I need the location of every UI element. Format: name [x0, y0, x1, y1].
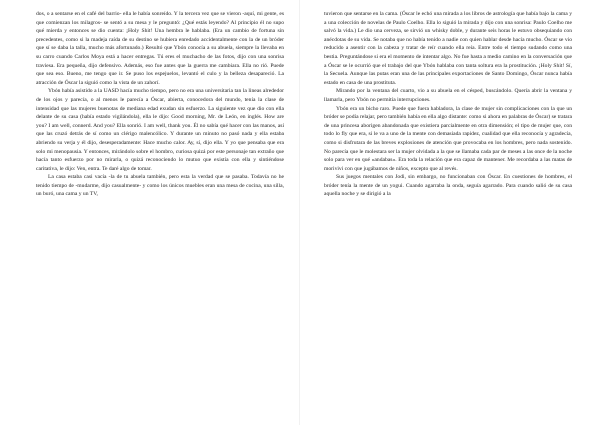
left-paragraph-3: La casa estaba casi vacía -la de tu abuela también, pero esta la verdad que se pasaba. Todavía no he tenido tiempo de -mudarme, dijo casualmente- y como los únicos muebles eran una mesa de cocina, una silla, un buró, una cama y un TV,: [36, 174, 284, 198]
left-paragraph-1: dos, o a sentarse en el café del barrio- ella le había sonreído. Y la tercera vez que se vieron -aquí, mi gente, es que comienzan los milagros- se sentó a su mesa y le preguntó: ¿Qué estás leyendo? Al principio él no supo qué mierda y entonces se dio cuenta: ¡Holy Shit! Una hembra le hablaba. (Era un cambio de fortuna sin precedentes, como si la madeja raída de su destino se hubiera enredado accidentalmente con la de un bróder que sí se daba la talla, mucho más afortunado.) Resultó que Ybón conocía a su abuela, siempre la llevaba en su carro cuando Carlos Moya está a hacer entregas. Tú eres el muchacho de las fotos, dijo con una sonrisa traviesa. Era pequeña, dijo defensivo. Además, eso fue antes que la guerra me cambiara. Ella no rió. Puede que sea eso. Bueno, me tengo que ir. Se puso los espejuelos, levantó el culo y la belleza desapareció. La atracción de Óscar la siguió como la vista de un zahorí.: [36, 11, 284, 86]
left-page: [36, 10, 284, 199]
left-paragraph-2: Ybón había asistido a la UASD hacía mucho tiempo, pero no era una universitaria tan la lineas alrededor de los ojos y parecía, o al menos le parecía a Óscar, abierta, conocedora del mundo, tenía la clase de intensidad que las mujeres buenotas de mediana edad exudan sin esfuerzo. La siguiente vez que dio con ella delante de su casa (había estado vigilándola), ella le dijo: Good morning, Mr. de León, en inglés. How are you? I am well, connerd. And you? Ella sonrió. I am well, thank you. Él no sabía qué hacer con las manos, así que las cruzó detrás de sí como un clérigo malencólico. Y durante un minuto no pasó nada y ella estaba abriendo su verja y él dijo, desesperadamente: Hace mucho calor. Ay, sí, dijo ella. Y yo que pensaba que era solo mi menopausia. Y entonces, mirándolo sobre el hombro, curiosa quizá por este personaje tan extraño que hacía tanto esfuerzo por no mirarla, o quizá reconociendo lo mutuo que existía con ella y sintiéndose caritativa, le dijo: Ven, entra. Te daré algo de tomar.: [36, 88, 284, 172]
right-paragraph-2: Mirando por la ventana del cuarto, vio a su abuela en el césped, buscándolo. Quería abrir la ventana y llamarla, pero Ybón no permitía interrupciones.: [324, 88, 572, 103]
page-gutter: [299, 0, 300, 425]
right-page: [324, 10, 572, 199]
right-paragraph-4: Sus juegos mentales con Jodi, sin embargo, no funcionaban con Óscar. En cuestiones de hombres, el bróder tenía la mente de un yogui. Cuando agarraba la onda, seguía agarrado. Para cuando salió de su casa aquella noche y se dirigió a la: [324, 174, 572, 198]
right-paragraph-1: tuvieron que sentarse en la cama. (Óscar le echó una mirada a los libros de astrología que había bajo la cama y a una colección de novelas de Paulo Coelho. Ella lo siguió la mirada y dijo con una sonrisa: Paulo Coelho me salvó la vida.) Le dio una cerveza, se sirvió un whisky doble, y durante seis horas le estuvo obsequiando con anécdotas de su vida. Se notaba que no había tenido a nadie con quien hablar desde hacía mucho. Óscar se vio reducido a asentir con la cabeza y tratar de reír cuando ella reía. Entre todo el tiempo sudando como una bestia. Preguntándose si era el momento de intentar algo. No fue hasta a medio camino en la conversación que a Óscar se le ocurrió que el trabajo del que Ybón hablaba con tanta soltura era la prostitución. ¡Holy Shit! Sí, la Secuela. Aunque las putas eran una de las principales exportaciones de Santo Domingo, Óscar nunca había estado en casa de una prostituta.: [324, 11, 572, 86]
right-paragraph-3: Ybón era un bicho raro. Puede que fuera habladora, la clase de mujer sin complicaciones con la que un bróder se podía relajar, pero también había en ella algo distante: como si ahora en palabras de Óscar) se tratara de una princesa aborigen abandonada que existiera parcialmente en otra dimensión; el tipo de mujer que, con todo lo fly que era, si le va a uno de la mente con demasiada rapidez, cualidad que ella reconocía y agradecía, como si disfrutara de las breves explosiones de atención que provocaba en los hombres, pero nada sostenido. No parecía que le molestara ser la mujer olvidada a la que se llamaba cada par de meses a las once de la noche solo para ver en qué «andabas». Era toda la relación que era capaz de mantener. Me recordaba a las matas de morivivi con que jugábamos de niños, excepto que al revés.: [324, 105, 572, 172]
